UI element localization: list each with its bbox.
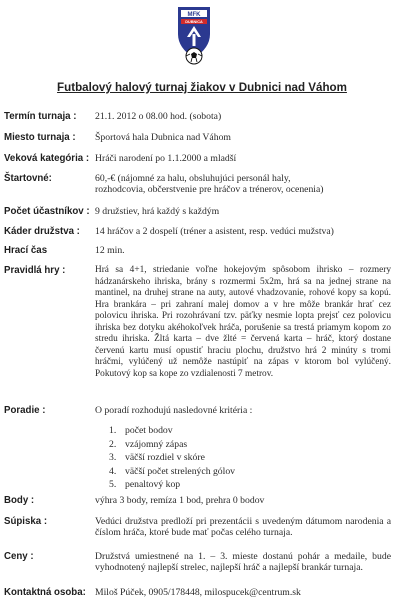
pravidla-label: Pravidlá hry : xyxy=(4,265,66,276)
vekova-value: Hráči narodení po 1.1.2000 a mladší xyxy=(95,153,237,164)
poradie-label: Poradie : xyxy=(4,405,46,416)
body-value: výhra 3 body, remíza 1 bod, prehra 0 bodov xyxy=(95,495,265,506)
startovne-line: 60,-€ (nájomné za halu, obsluhujúci personál haly, xyxy=(95,173,291,184)
ceny-value: Družstvá umiestnené na 1. – 3. mieste dostanú pohár a medaile, bude vyhodnotený najlepší strelec, najlepší hráč a najlepší brankár turnaja. xyxy=(95,551,391,574)
pravidla-value: Hrá sa 4+1, striedanie voľne hokejovým spôsobom ihrisko – rozmery hádzanárskeho ihriska, brány s rozmermi 5x2m, hrá sa na jednej strane na mantinel, na druhej strane na auty, autové vhadzovanie, rohové kopy sa kopú. Hra brankára – pri zahraní malej domov a v hre môže brankár hrať cez polovicu ihriska. Pri rozohrávaní tzv. päťky nesmie lopta prejsť cez polovicu ihriska bez dotyku akéhokoľvek hráča, porušenie sa trestá priamym kopom zo stredu ihriska. Žltá karta – dve žlté = červená karta – hráč, ktorý dostane červenú kartu musí opustiť hraciu plochu, družstvo hrá 2 minúty s tromi hráčmi, vylúčený už nemôže nastúpiť na zápas v ktorom bol vylúčený. Pokutový kop sa kope zo vzdialenosti 7 metrov. xyxy=(95,265,391,379)
supiska-value: Vedúci družstva predloží pri prezentácii s uvedeným dátumom narodenia a číslom hráča, ktoré bude mať počas celého turnaja. xyxy=(95,516,391,539)
supiska-label: Súpiska : xyxy=(4,516,48,527)
termin-value: 21.1. 2012 o 08.00 hod. (sobota) xyxy=(95,111,222,122)
termin-label: Termín turnaja : xyxy=(4,111,77,122)
kontakt-label: Kontaktná osoba: xyxy=(4,587,86,598)
startovne-line: rozhodcovia, občerstvenie pre hráčov a trénerov, ocenenia) xyxy=(95,184,324,196)
body-label: Body : xyxy=(4,495,35,506)
ceny-label: Ceny : xyxy=(4,551,34,562)
miesto-value: Športová hala Dubnica nad Váhom xyxy=(95,132,231,143)
kader-value: 14 hráčov a 2 dospelí (tréner a asistent, resp. vedúci mužstva) xyxy=(95,226,334,237)
list-item: 4. väčší počet strelených gólov xyxy=(109,465,236,477)
svg-text:MFK: MFK xyxy=(187,12,201,18)
document-title: Futbalový halový turnaj žiakov v Dubnici nad Váhom xyxy=(57,81,347,94)
pocet-label: Počet účastníkov : xyxy=(4,206,90,217)
svg-text:DUBNICA: DUBNICA xyxy=(185,20,203,25)
hraci-cas-value: 12 min. xyxy=(95,245,125,256)
miesto-label: Miesto turnaja : xyxy=(4,132,76,143)
list-item: 2. vzájomný zápas xyxy=(109,438,188,450)
list-item: 3. väčší rozdiel v skóre xyxy=(109,452,205,463)
club-crest-logo xyxy=(176,4,212,66)
list-item: 1. počet bodov xyxy=(109,425,173,436)
kontakt-value: Miloš Púček, 0905/178448, milospucek@centrum.sk xyxy=(95,587,301,598)
criteria-list xyxy=(95,424,385,492)
startovne-value xyxy=(95,173,391,196)
pocet-value: 9 družstiev, hrá každý s každým xyxy=(95,206,220,217)
kader-label: Káder družstva : xyxy=(4,226,80,237)
hraci-cas-label: Hrací čas xyxy=(4,245,48,256)
startovne-label: Štartovné: xyxy=(4,173,52,184)
poradie-intro: O poradí rozhodujú nasledovné kritéria : xyxy=(95,405,253,416)
vekova-label: Veková kategória : xyxy=(4,153,90,164)
list-item: 5. penaltový kop xyxy=(109,479,181,490)
